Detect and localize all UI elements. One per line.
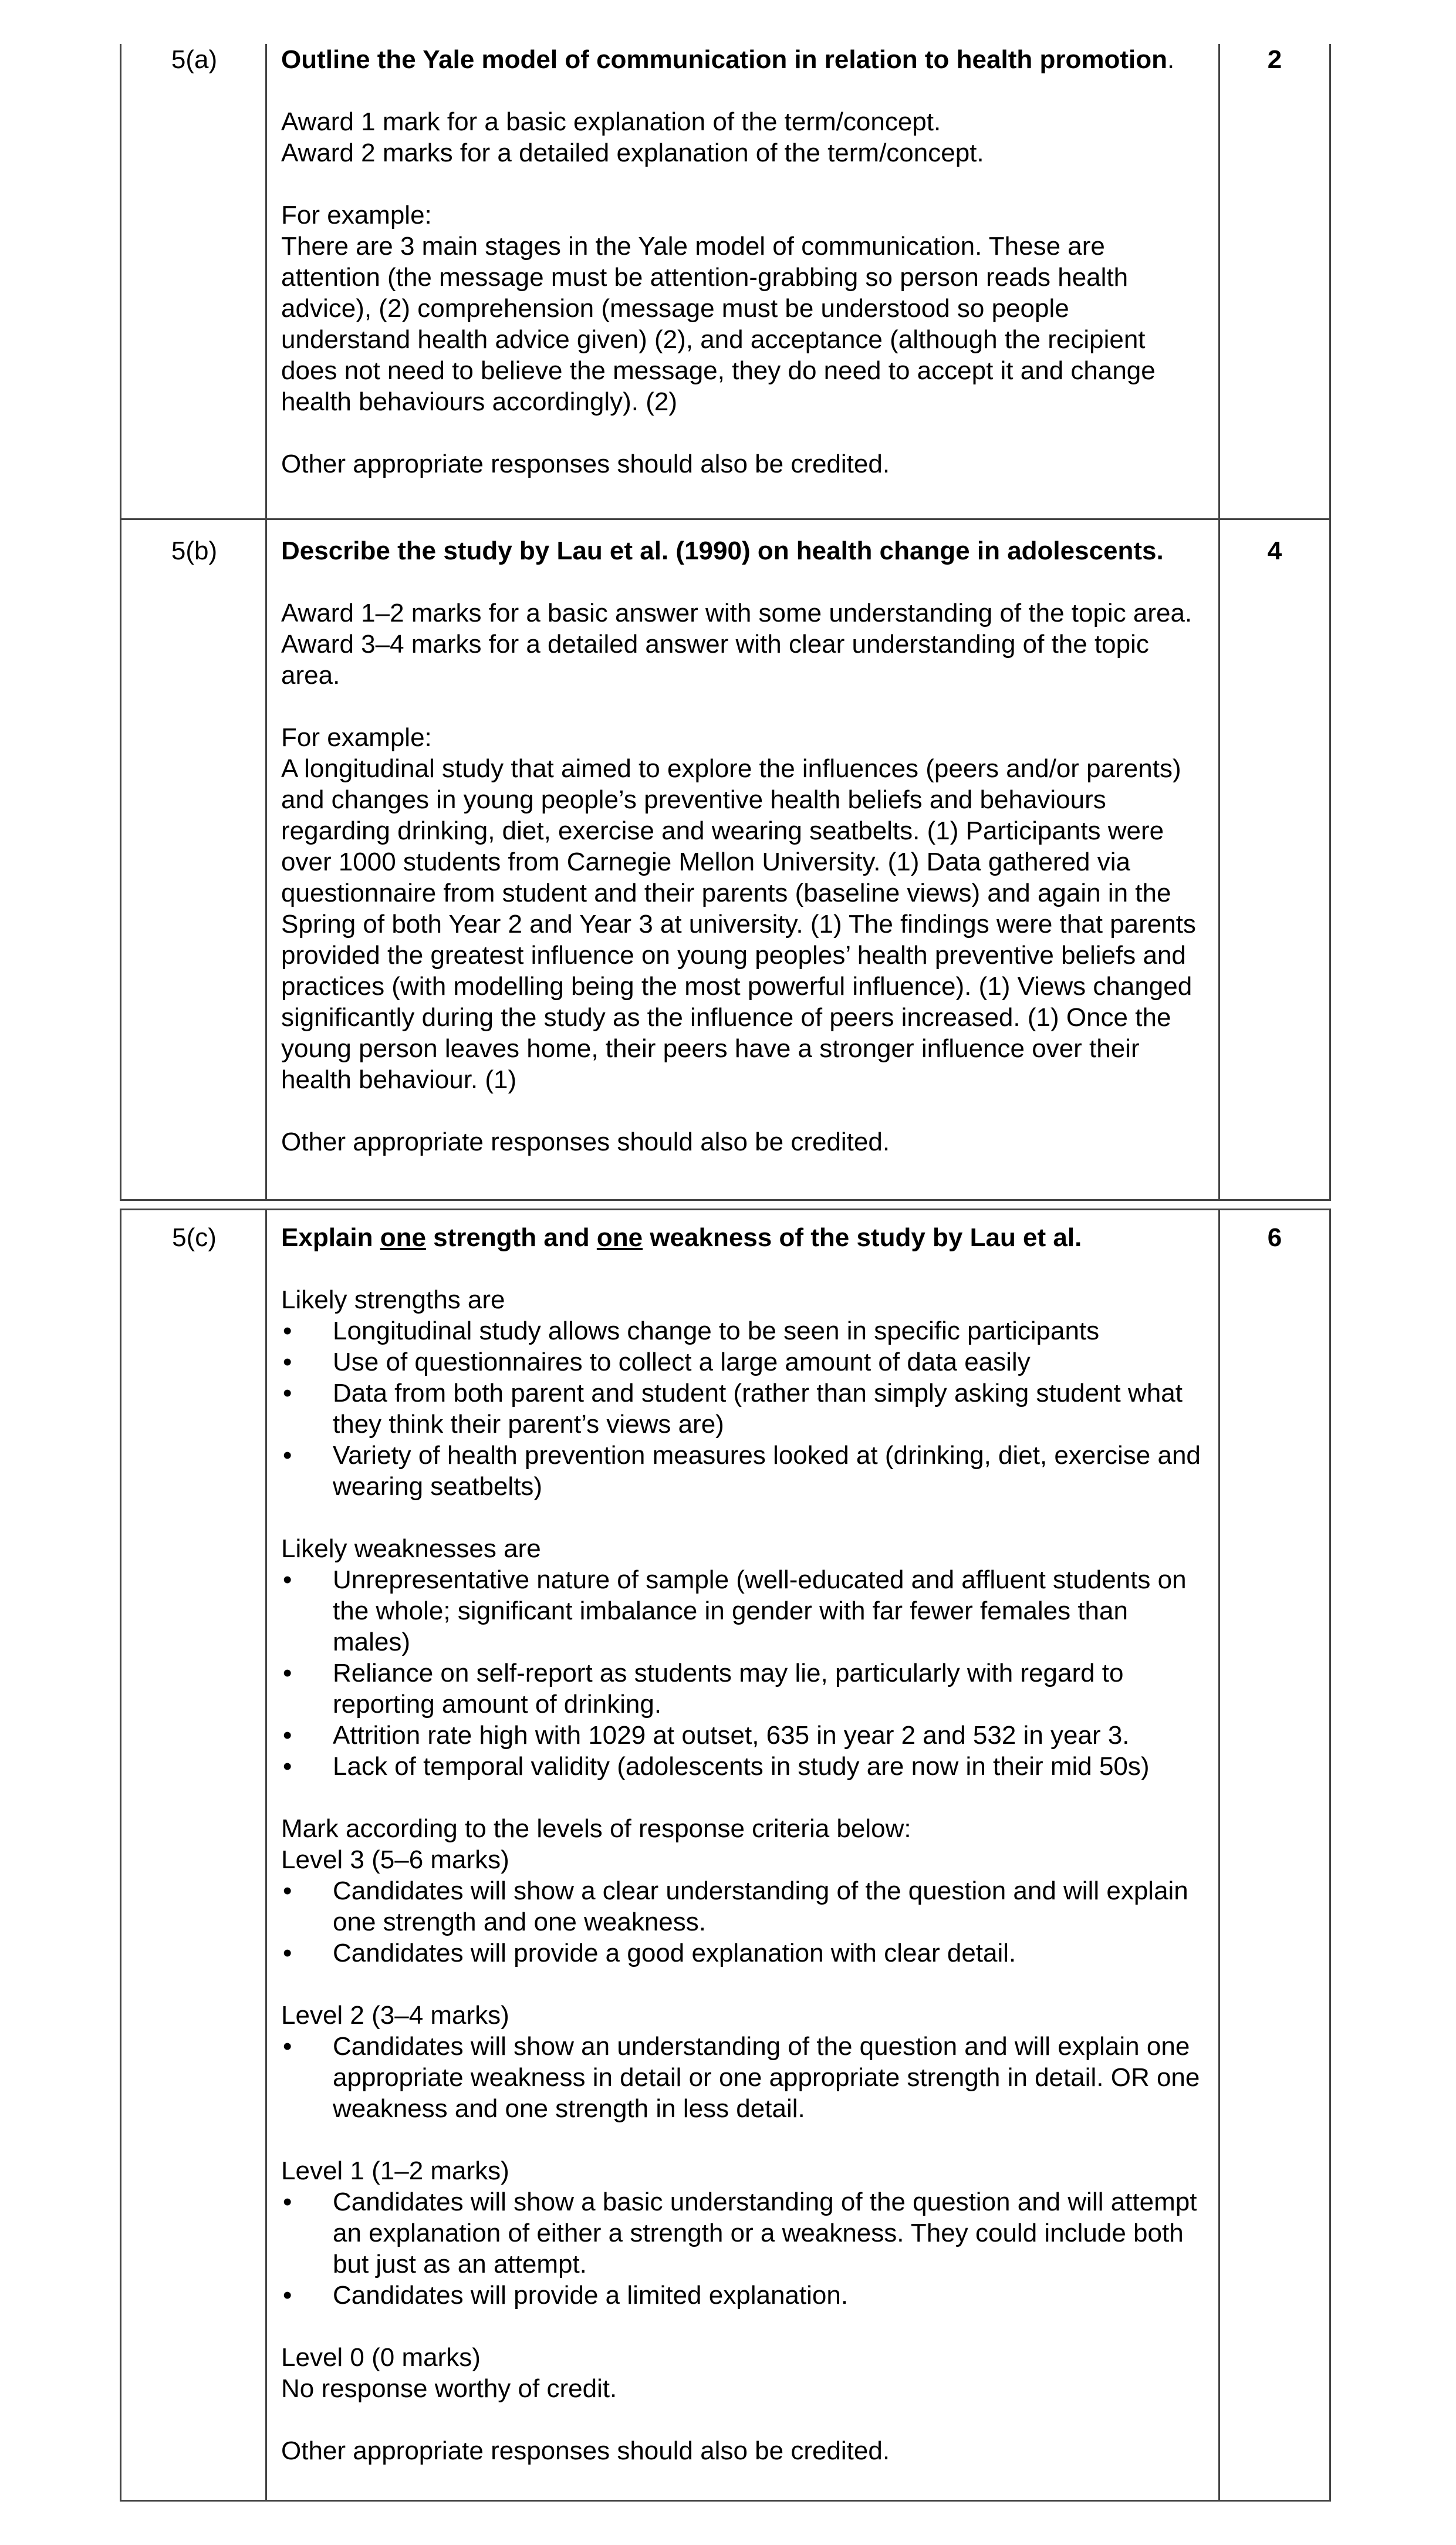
level-1-label: Level 1 (1–2 marks) (281, 2156, 509, 2185)
level-3-label: Level 3 (5–6 marks) (281, 1845, 509, 1874)
level-0-text: No response worthy of credit. (281, 2374, 617, 2403)
list-item: • Lack of temporal validity (adolescents in study are now in their mid 50s) (281, 1751, 1202, 1782)
list-item: • Longitudinal study allows change to be seen in specific participants (281, 1315, 1202, 1346)
list-item: • Unrepresentative nature of sample (well-educated and affluent students on the whole; significant imbalance in gender with far fewer females than males) (281, 1564, 1202, 1658)
example-label: For example: (281, 723, 432, 752)
award-line: Award 1–2 marks for a basic answer with some understanding of the topic area. (281, 599, 1192, 627)
example-label: For example: (281, 201, 432, 229)
list-item: • Reliance on self-report as students may lie, particularly with regard to reporting amount of drinking. (281, 1658, 1202, 1720)
award-line: Award 3–4 marks for a detailed answer with clear understanding of the topic area. (281, 630, 1149, 690)
question-number: 5(c) (172, 1223, 217, 1252)
list-item: • Attrition rate high with 1029 at outset, 635 in year 2 and 532 in year 3. (281, 1720, 1202, 1751)
example-text: A longitudinal study that aimed to explore the influences (peers and/or parents) and changes in young people’s preventive health beliefs and behaviours regarding drinking, diet, exercise and wearing seatbelts. (1) Participants were over 1000 students from Carnegie Mellon University. (1) Data gathered via questionnaire from student and their parents (baseline views) and again in the Spring of both Year 2 and Year 3 at university. (1) The findings were that parents provided the greatest influence on young peoples’ health preventive beliefs and practices (with modelling being the most powerful influence). (1) Views changed significantly during the study as the influence of peers increased. (1) Once the young person leaves home, their peers have a stronger influence over their health behaviour. (1) (281, 754, 1196, 1094)
list-item: • Candidates will show an understanding of the question and will explain one appropriate weakness in detail or one appropriate strength in detail. OR one weakness and one strength in less detail. (281, 2031, 1202, 2124)
award-line: Award 1 mark for a basic explanation of the term/concept. (281, 107, 941, 136)
question-text: Outline the Yale model of communication in relation to health promotion. (281, 45, 1175, 74)
level-3-list (281, 1875, 1202, 1969)
list-item: • Candidates will provide a limited explanation. (281, 2280, 1202, 2311)
row-content (281, 44, 1202, 480)
weaknesses-list (281, 1564, 1202, 1782)
row-5b (120, 520, 1331, 1200)
other-responses-note: Other appropriate responses should also be credited. (281, 450, 890, 478)
row-content (281, 1222, 1202, 2466)
marks-value: 2 (1267, 45, 1282, 74)
row-5c (120, 1210, 1331, 2502)
example-text: There are 3 main stages in the Yale model of communication. These are attention (the message must be attention-grabbing so person reads health advice), (2) comprehension (message must be understood so people understand health advice given) (2), and acceptance (although the recipient does not need to believe the message, they do need to accept it and change health behaviours accordingly). (2) (281, 232, 1156, 416)
other-responses-note: Other appropriate responses should also be credited. (281, 1128, 890, 1156)
question-number: 5(a) (171, 45, 218, 74)
row-divider (120, 1199, 1331, 1201)
question-text: Explain one strength and one weakness of the study by Lau et al. (281, 1223, 1082, 1252)
table-bottom-border (120, 2500, 1331, 2502)
row-content (281, 535, 1214, 1157)
award-line: Award 2 marks for a detailed explanation of the term/concept. (281, 139, 984, 167)
level-0-label: Level 0 (0 marks) (281, 2343, 481, 2372)
list-item: • Data from both parent and student (rather than simply asking student what they think their parent’s views are) (281, 1378, 1202, 1440)
list-item: • Variety of health prevention measures looked at (drinking, diet, exercise and wearing seatbelts) (281, 1440, 1202, 1502)
question-number: 5(b) (171, 536, 218, 565)
level-2-label: Level 2 (3–4 marks) (281, 2001, 509, 2030)
level-1-list (281, 2186, 1202, 2311)
question-text: Describe the study by Lau et al. (1990) on health change in adolescents. (281, 536, 1164, 565)
marks-value: 4 (1267, 536, 1282, 565)
strengths-label: Likely strengths are (281, 1285, 505, 1314)
other-responses-note: Other appropriate responses should also be credited. (281, 2436, 890, 2465)
weaknesses-label: Likely weaknesses are (281, 1534, 541, 1563)
levels-intro: Mark according to the levels of response criteria below: (281, 1814, 911, 1843)
list-item: • Candidates will provide a good explanation with clear detail. (281, 1938, 1202, 1969)
list-item: • Use of questionnaires to collect a large amount of data easily (281, 1346, 1202, 1378)
level-2-list (281, 2031, 1202, 2124)
row-5a (120, 44, 1331, 519)
marks-value: 6 (1267, 1223, 1282, 1252)
strengths-list (281, 1315, 1202, 1502)
list-item: • Candidates will show a clear understanding of the question and will explain one strength and one weakness. (281, 1875, 1202, 1938)
list-item: • Candidates will show a basic understanding of the question and will attempt an explanation of either a strength or a weakness. They could include both but just as an attempt. (281, 2186, 1202, 2280)
